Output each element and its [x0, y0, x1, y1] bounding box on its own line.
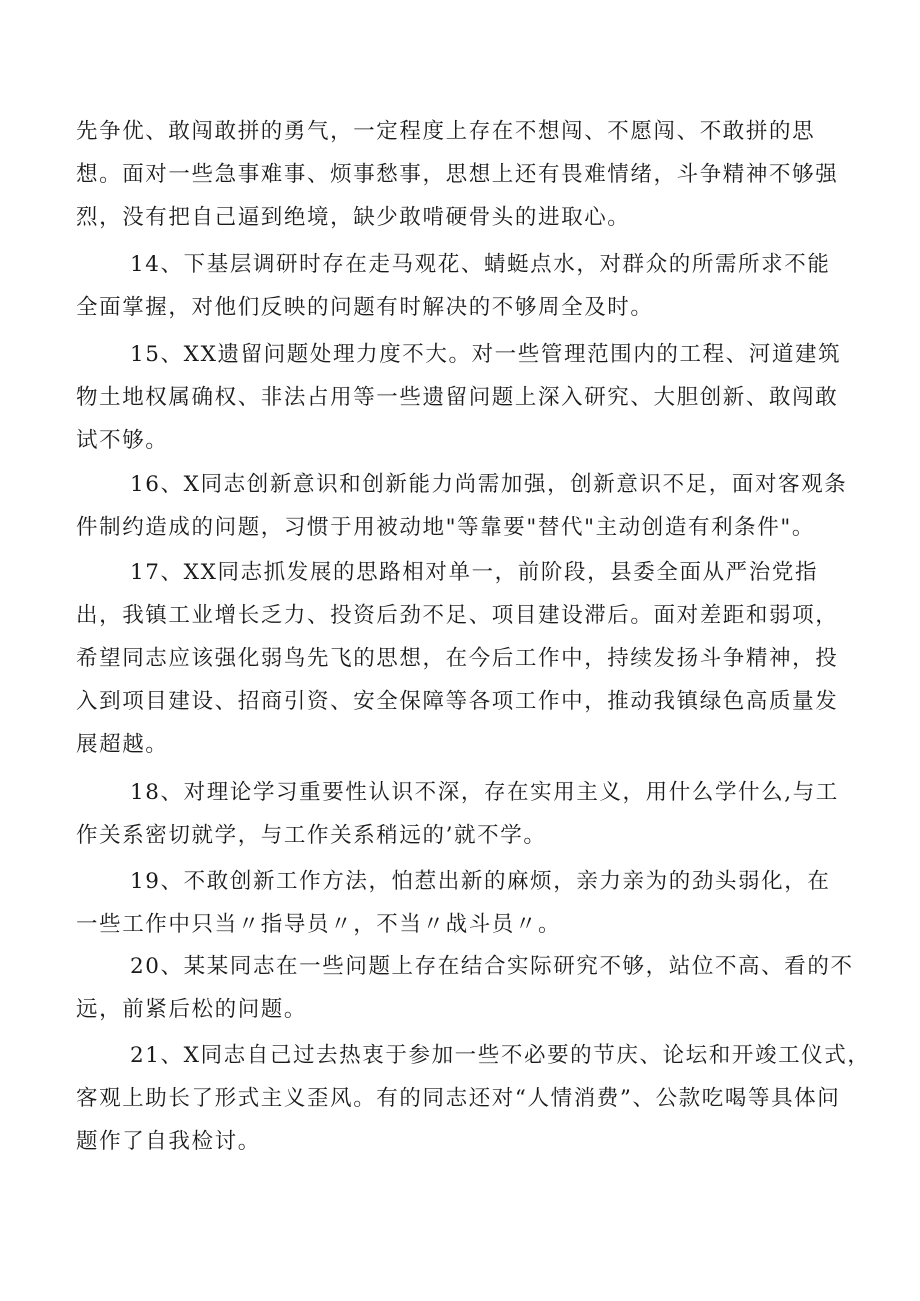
- text-line: 一些工作中只当〃指导员〃，不当〃战斗员〃。: [76, 912, 562, 937]
- text-line: 题作了自我检讨。: [76, 1129, 261, 1154]
- text-line: 试不够。: [76, 428, 169, 453]
- paragraph-item-17: [76, 551, 866, 766]
- text-line: 16、X同志创新意识和创新能力尚需加强，创新意识不足，面对客观条: [130, 472, 848, 497]
- paragraph-item-14: [76, 243, 866, 329]
- text-line: 远，前紧后松的问题。: [76, 997, 308, 1022]
- text-line: 物土地权属确权、非法占用等一些遗留问题上深入研究、大胆创新、敢闯敢: [76, 385, 839, 410]
- text-line: 全面掌握，对他们反映的问题有时解决的不够周全及时。: [76, 295, 654, 320]
- text-line: 20、某某同志在一些问题上存在结合实际研究不够，站位不高、看的不: [130, 954, 854, 979]
- text-line: 客观上助长了形式主义歪风。有的同志还对“人情消费”、公款吃喝等具体问: [76, 1086, 841, 1111]
- paragraph-item-21: [76, 1034, 871, 1163]
- text-line: 件制约造成的问题，习惯于用被动地"等靠要"替代"主动创造有利条件"。: [76, 515, 815, 540]
- paragraph-item-20: [76, 945, 866, 1031]
- paragraph-continuation: [76, 110, 866, 239]
- text-line: 14、下基层调研时存在走马观花、蜻蜓点水，对群众的所需所求不能: [130, 252, 831, 277]
- text-line: 17、XX同志抓发展的思路相对单一，前阶段，县委全面从严治党指: [130, 560, 819, 585]
- paragraph-item-16: [76, 463, 866, 549]
- text-line: 展超越。: [76, 732, 169, 757]
- text-line: 希望同志应该强化弱鸟先飞的思想，在今后工作中，持续发扬斗争精神，投: [76, 646, 839, 671]
- text-line: 19、不敢创新工作方法，怕惹出新的麻烦，亲力亲为的劲头弱化，在: [130, 869, 831, 894]
- text-line: 烈，没有把自己逼到绝境，缺少敢啃硬骨头的进取心。: [76, 205, 631, 230]
- text-line: 入到项目建设、招商引资、安全保障等各项工作中，推动我镇绿色高质量发: [76, 689, 839, 714]
- paragraph-item-18: [76, 771, 866, 857]
- text-line: 作关系密切就学，与工作关系稍远的’就不学。: [76, 823, 547, 848]
- text-line: 先争优、敢闯敢拼的勇气，一定程度上存在不想闯、不愿闯、不敢拼的思: [76, 119, 816, 144]
- text-line: 出，我镇工业增长乏力、投资后劲不足、项目建设滞后。面对差距和弱项，: [76, 603, 839, 628]
- text-line: 15、XX遗留问题处理力度不大。对一些管理范围内的工程、河道建筑: [130, 342, 842, 367]
- text-line: 想。面对一些急事难事、烦事愁事，思想上还有畏难情绪，斗争精神不够强: [76, 162, 839, 187]
- paragraph-item-19: [76, 860, 866, 946]
- paragraph-item-15: [76, 333, 866, 462]
- text-line: 18、对理论学习重要性认识不深，存在实用主义，用什么学什么,与工: [130, 780, 839, 805]
- text-line: 21、X同志自己过去热衷于参加一些不必要的节庆、论坛和开竣工仪式，: [130, 1043, 871, 1068]
